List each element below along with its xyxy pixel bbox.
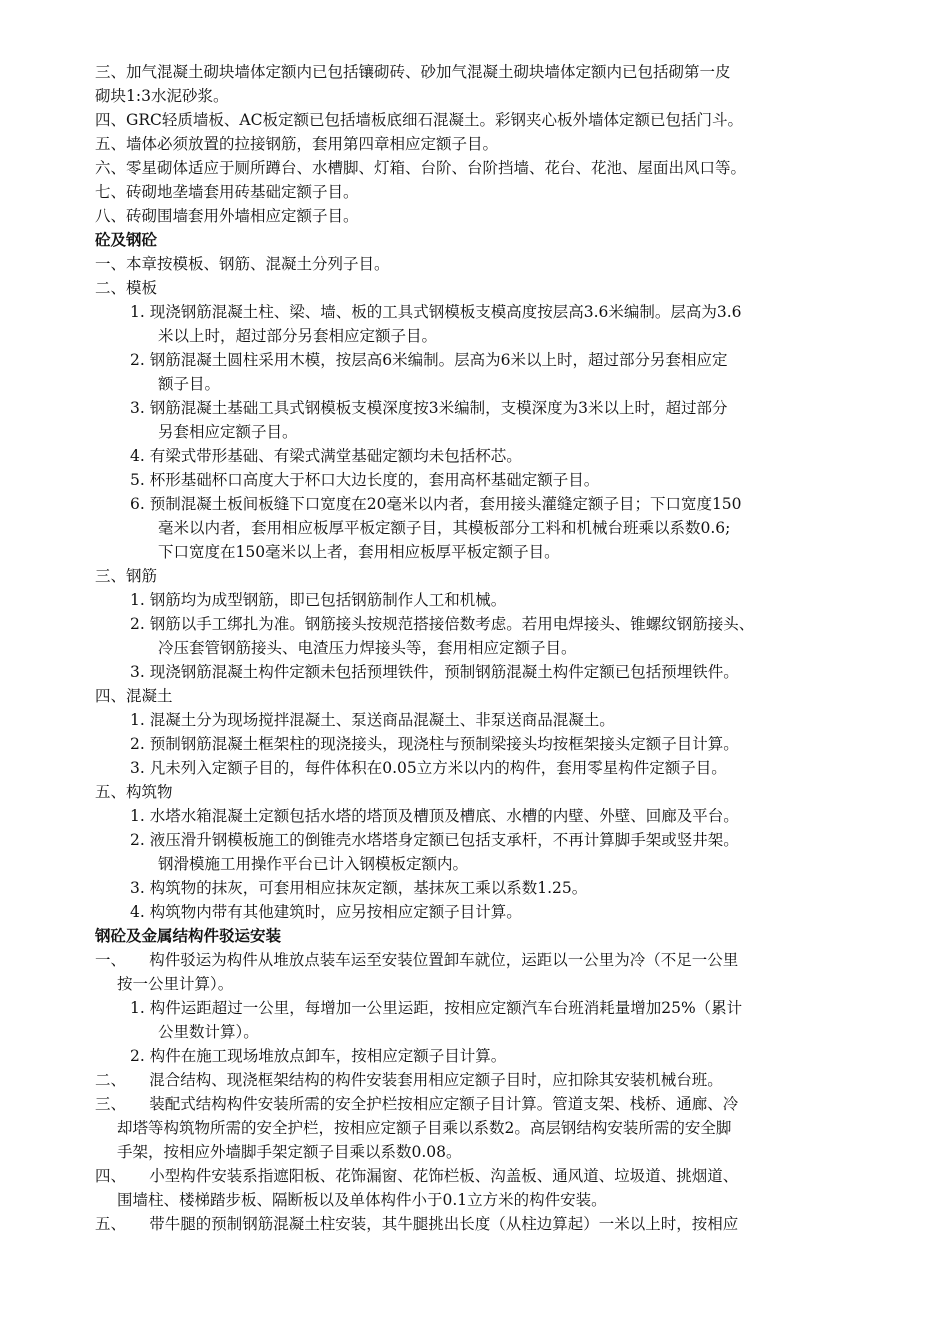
text-line: 却塔等构筑物所需的安全护栏，按相应定额子目乘以系数2。高层钢结构安装所需的安全脚 — [117, 1119, 732, 1137]
text-line: 米以上时，超过部分另套相应定额子目。 — [158, 327, 438, 345]
document-page — [0, 60, 950, 1236]
text-line: 二、 混合结构、现浇框架结构的构件安装套用相应定额子目时，应扣除其安装机械台班。 — [95, 1071, 723, 1089]
text-line: 五、墙体必须放置的拉接钢筋，套用第四章相应定额子目。 — [95, 135, 499, 153]
text-line: 5. 杯形基础杯口高度大于杯口大边长度的，套用高杯基础定额子目。 — [130, 471, 600, 489]
text-line: 一、 构件驳运为构件从堆放点装车运至安装位置卸车就位，运距以一公里为冷（不足一公里 — [95, 951, 739, 969]
text-line: 围墙柱、楼梯踏步板、隔断板以及单体构件小于0.1立方米的构件安装。 — [117, 1191, 607, 1209]
text-line: 公里数计算）。 — [158, 1023, 259, 1041]
text-line: 2. 钢筋以手工绑扎为准。钢筋接头按规范搭接倍数考虑。若用电焊接头、锥螺纹钢筋接头、 — [130, 615, 755, 633]
text-line: 四、GRC轻质墙板、AC板定额已包括墙板底细石混凝土。彩钢夹心板外墙体定额已包括门斗。 — [95, 111, 743, 129]
section-heading: 砼及钢砼 — [95, 231, 158, 249]
text-line: 1. 水塔水箱混凝土定额包括水塔的塔顶及槽顶及槽底、水槽的内壁、外壁、回廊及平台。 — [130, 807, 739, 825]
text-line: 手架，按相应外墙脚手架定额子目乘以系数0.08。 — [117, 1143, 462, 1161]
text-line: 七、砖砌地垄墙套用砖基础定额子目。 — [95, 183, 359, 201]
text-line: 三、钢筋 — [95, 567, 158, 585]
text-line: 二、模板 — [95, 279, 158, 297]
text-line: 三、 装配式结构构件安装所需的安全护栏按相应定额子目计算。管道支架、栈桥、通廊、冷 — [95, 1095, 739, 1113]
text-line: 1. 混凝土分为现场搅拌混凝土、泵送商品混凝土、非泵送商品混凝土。 — [130, 711, 615, 729]
text-line: 2. 构件在施工现场堆放点卸车，按相应定额子目计算。 — [130, 1047, 507, 1065]
text-line: 另套相应定额子目。 — [158, 423, 298, 441]
text-line: 三、加气混凝土砌块墙体定额内已包括镶砌砖、砂加气混凝土砌块墙体定额内已包括砌第一皮 — [95, 63, 731, 81]
text-line: 钢滑模施工用操作平台已计入钢模板定额内。 — [158, 855, 469, 873]
text-line: 按一公里计算）。 — [117, 975, 234, 993]
text-line: 六、零星砌体适应于厕所蹲台、水槽脚、灯箱、台阶、台阶挡墙、花台、花池、屋面出风口等。 — [95, 159, 747, 177]
text-line: 2. 液压滑升钢模板施工的倒锥壳水塔塔身定额已包括支承杆，不再计算脚手架或竖井架。 — [130, 831, 739, 849]
text-line: 四、混凝土 — [95, 687, 173, 705]
text-line: 4. 构筑物内带有其他建筑时，应另按相应定额子目计算。 — [130, 903, 522, 921]
text-line: 6. 预制混凝土板间板缝下口宽度在20毫米以内者，套用接头灌缝定额子目；下口宽度150 — [130, 495, 742, 513]
text-line: 1. 构件运距超过一公里，每增加一公里运距，按相应定额汽车台班消耗量增加25%（累计 — [130, 999, 743, 1017]
text-line: 一、本章按模板、钢筋、混凝土分列子目。 — [95, 255, 390, 273]
text-line: 3. 构筑物的抹灰，可套用相应抹灰定额，基抹灰工乘以系数1.25。 — [130, 879, 588, 897]
text-line: 额子目。 — [158, 375, 221, 393]
text-line: 下口宽度在150毫米以上者，套用相应板厚平板定额子目。 — [158, 543, 560, 561]
text-line: 四、 小型构件安装系指遮阳板、花饰漏窗、花饰栏板、沟盖板、通风道、垃圾道、挑烟道、 — [95, 1167, 739, 1185]
text-line: 冷压套管钢筋接头、电渣压力焊接头等，套用相应定额子目。 — [158, 639, 577, 657]
section-heading: 钢砼及金属结构件驳运安装 — [95, 927, 282, 945]
text-line: 五、构筑物 — [95, 783, 173, 801]
text-line: 1. 钢筋均为成型钢筋，即已包括钢筋制作人工和机械。 — [130, 591, 507, 609]
text-line: 1. 现浇钢筋混凝土柱、梁、墙、板的工具式钢模板支模高度按层高3.6米编制。层高为3.6 — [130, 303, 742, 321]
text-line: 砌块1:3水泥砂浆。 — [95, 87, 229, 105]
text-line: 3. 钢筋混凝土基础工具式钢模板支模深度按3米编制，支模深度为3米以上时，超过部分 — [130, 399, 728, 417]
text-line: 3. 现浇钢筋混凝土构件定额未包括预埋铁件，预制钢筋混凝土构件定额已包括预埋铁件。 — [130, 663, 739, 681]
text-line: 4. 有梁式带形基础、有梁式满堂基础定额均未包括杯芯。 — [130, 447, 522, 465]
text-line: 3. 凡未列入定额子目的，每件体积在0.05立方米以内的构件，套用零星构件定额子目。 — [130, 759, 727, 777]
text-line: 2. 钢筋混凝土圆柱采用木模，按层高6米编制。层高为6米以上时，超过部分另套相应定 — [130, 351, 728, 369]
text-line: 毫米以内者，套用相应板厚平板定额子目，其模板部分工料和机械台班乘以系数0.6; — [158, 519, 731, 537]
text-line: 2. 预制钢筋混凝土框架柱的现浇接头，现浇柱与预制梁接头均按框架接头定额子目计算。 — [130, 735, 739, 753]
text-line: 八、砖砌围墙套用外墙相应定额子目。 — [95, 207, 359, 225]
text-line: 五、 带牛腿的预制钢筋混凝土柱安装，其牛腿挑出长度（从柱边算起）一米以上时，按相应 — [95, 1215, 739, 1233]
